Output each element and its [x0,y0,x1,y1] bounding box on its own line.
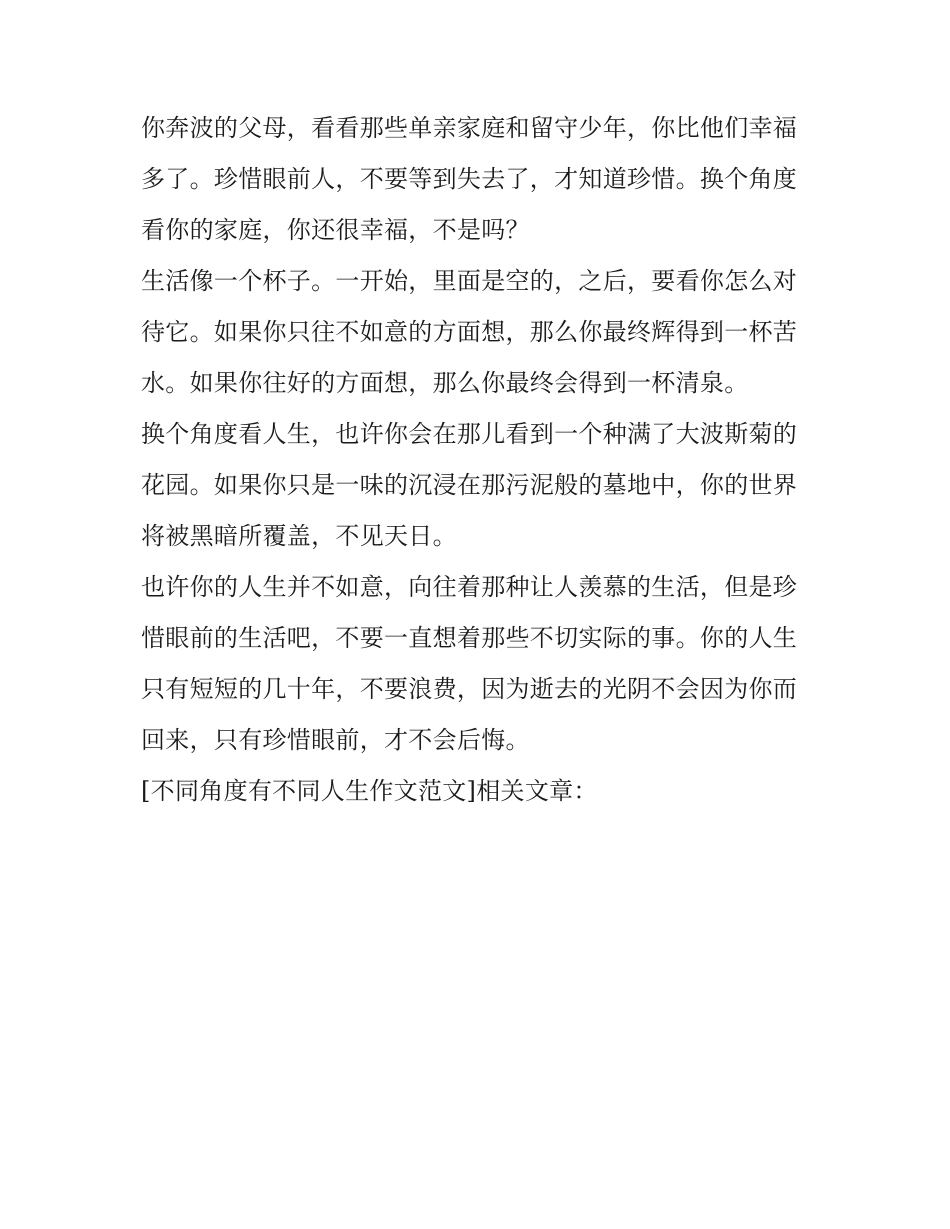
document-body [141,103,813,817]
paragraph-3: 换个角度看人生，也许你会在那儿看到一个种满了大波斯菊的花园。如果你只是一味的沉浸在那污泥般的墓地中，你的世界将被黑暗所覆盖，不见天日。 [141,420,798,550]
paragraph-4: 也许你的人生并不如意，向往着那种让人羡慕的生活，但是珍惜眼前的生活吧，不要一直想着那些不切实际的事。你的人生只有短短的几十年，不要浪费，因为逝去的光阴不会因为你而回来，只有珍惜眼前，才不会后悔。 [141,573,798,754]
paragraph-2: 生活像一个杯子。一开始，里面是空的，之后，要看你怎么对待它。如果你只往不如意的方面想，那么你最终辉得到一杯苦水。如果你往好的方面想，那么你最终会得到一杯清泉。 [141,267,798,397]
paragraph-1: 你奔波的父母，看看那些单亲家庭和留守少年，你比他们幸福多了。珍惜眼前人，不要等到失去了，才知道珍惜。换个角度看你的家庭，你还很幸福，不是吗？ [141,114,798,244]
related-articles-label: [不同角度有不同人生作文范文]相关文章： [141,777,598,805]
